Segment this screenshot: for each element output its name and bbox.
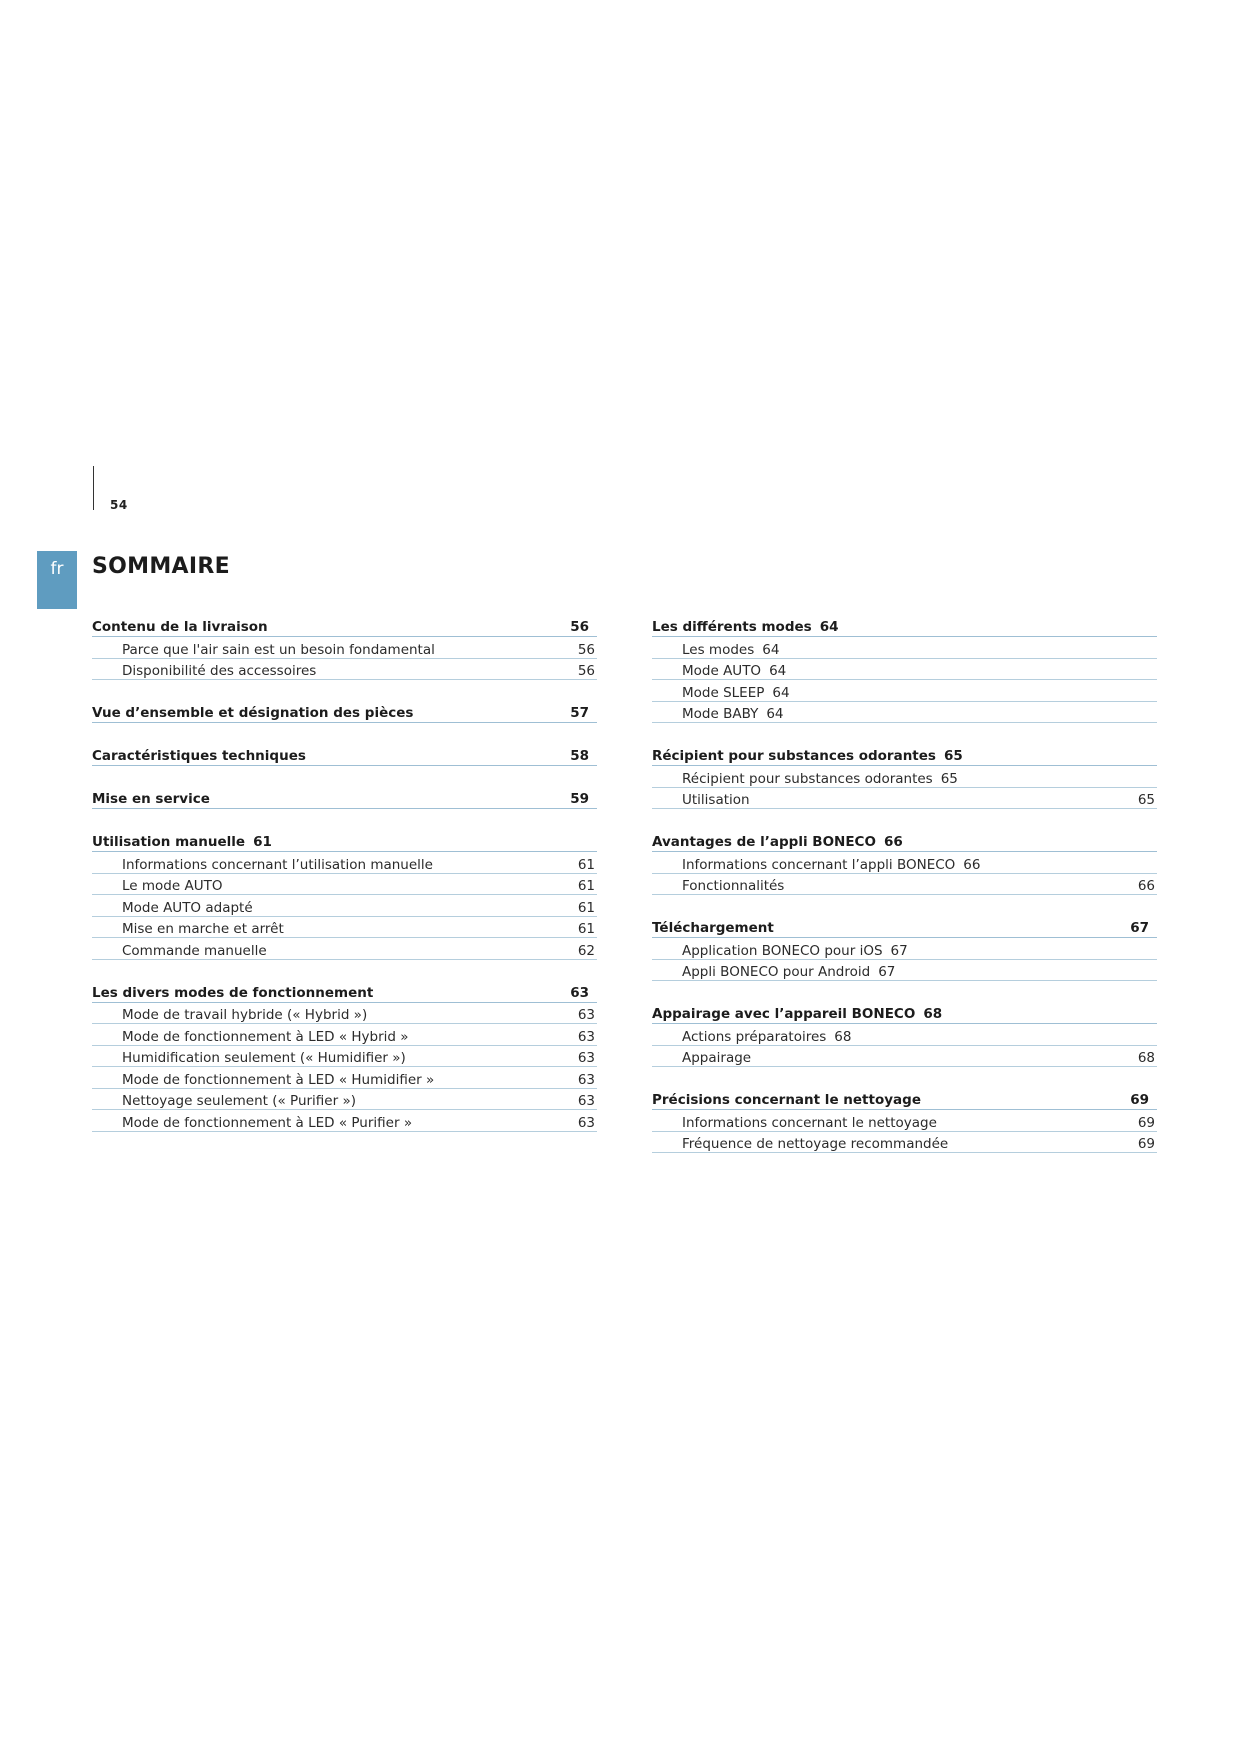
toc-entry-page: 67 [890,942,908,959]
toc-section-title: Téléchargement [652,920,774,936]
toc-section-page: 69 [1130,1092,1149,1108]
toc-entry-page: 66 [1137,878,1155,894]
toc-entry-label: Disponibilité des accessoires [122,663,317,679]
language-tab [37,551,77,609]
toc-section-title: Contenu de la livraison [92,619,268,635]
toc-entry-page: 65 [940,770,958,787]
toc-entry-label-group [122,900,253,916]
toc-entry-label: Utilisation [682,792,750,808]
toc-entry-page: 56 [577,641,595,658]
toc-section-heading[interactable] [652,915,1157,938]
toc-section-title: Les divers modes de fonctionnement [92,984,374,1001]
toc-entry-page: 67 [878,964,896,980]
toc-section-title-group [92,985,373,1001]
toc-entry-page: 64 [762,641,780,658]
toc-entry-page: 61 [577,856,595,873]
toc-section-heading[interactable] [652,829,1157,852]
toc-entry-label: Informations concernant l’appli BONECO [682,856,956,873]
toc-entry-label: Les modes [682,641,755,658]
toc-entry-label: Actions préparatoires [682,1028,827,1045]
toc-section-title-group [652,1092,921,1108]
toc-section [92,786,597,809]
toc-entry-page: 63 [577,1093,595,1109]
toc-entry-label: Informations concernant le nettoyage [682,1114,937,1131]
toc-entry-label: Commande manuelle [122,942,267,959]
toc-entry-page: 64 [766,706,784,722]
toc-section-heading[interactable] [652,1001,1157,1024]
toc-section-title: Les différents modes [652,619,812,635]
toc-entry[interactable] [92,1089,597,1111]
toc-entry[interactable] [652,788,1157,810]
toc-section-heading[interactable] [652,1087,1157,1110]
toc-entry[interactable] [652,852,1157,874]
toc-section-title-group [652,834,903,850]
toc-section-title-group [652,920,774,936]
toc-entry-label: Mode de fonctionnement à LED « Purifier » [122,1114,413,1131]
toc-section-page: 59 [570,791,589,807]
toc-entry[interactable] [652,766,1157,788]
toc-entry-label-group [122,878,222,894]
toc-entry-label-group [682,964,895,980]
toc-section-title-group [92,748,306,764]
toc-section-page: 65 [943,748,963,764]
toc-entry[interactable] [92,1024,597,1046]
toc-entry[interactable] [652,1024,1157,1046]
toc-entry-page: 69 [1137,1114,1155,1131]
toc-section-title: Appairage avec l’appareil BONECO [652,1006,916,1022]
toc-section-title-group [652,619,838,635]
toc-entry-label-group [682,771,958,787]
toc-section-title: Caractéristiques techniques [92,748,306,764]
toc-section-page: 58 [570,748,589,764]
toc-entry-label: Parce que l'air sain est un besoin fondamental [122,641,435,658]
toc-section-heading[interactable] [92,980,597,1003]
toc-section-heading[interactable] [92,786,597,809]
toc-entry[interactable] [92,1110,597,1132]
toc-entry-label: Fréquence de nettoyage recommandée [682,1136,949,1152]
toc-entry-label-group [122,1115,412,1131]
toc-entry-page: 63 [577,1028,595,1045]
toc-entry-label-group [122,1093,356,1109]
toc-entry-label: Mise en marche et arrêt [122,921,284,937]
toc-section-page: 57 [570,705,589,721]
toc-entry-label: Appairage [682,1050,752,1066]
toc-entry-label: Humidification seulement (« Humidifier ») [122,1050,406,1066]
toc-entry-page: 64 [769,663,787,679]
toc-entry-label-group [122,1072,434,1088]
toc-section-heading[interactable] [92,700,597,723]
toc-entry[interactable] [652,1110,1157,1132]
toc-entry-label: Application BONECO pour iOS [682,942,883,959]
toc-section-page: 67 [1130,920,1149,936]
toc-entry-label: Mode AUTO [682,663,762,679]
toc-entry[interactable] [652,938,1157,960]
toc-entry[interactable] [92,1046,597,1068]
toc-section-heading[interactable] [92,614,597,637]
toc-section-page: 63 [570,984,589,1001]
toc-entry-page: 63 [577,1007,595,1023]
toc-entry-label-group [122,857,433,873]
toc-entry-page: 61 [577,899,595,916]
toc-section-title-group [652,1006,942,1022]
toc-entry-page: 63 [577,1114,595,1131]
toc-section-page: 66 [883,834,903,850]
toc-section-title-group [92,791,210,807]
toc-entry[interactable] [92,637,597,659]
toc-entry-label: Mode de fonctionnement à LED « Hybrid » [122,1028,409,1045]
language-tab-label: fr [50,559,64,579]
toc-entry-page: 56 [577,663,595,679]
toc-entry-label-group [682,943,908,959]
toc-entry[interactable] [652,637,1157,659]
toc-section-title: Précisions concernant le nettoyage [652,1092,921,1108]
toc-entry-label-group [682,1136,948,1152]
toc-entry-label: Mode SLEEP [682,684,765,701]
toc-section [92,743,597,766]
toc-entry-label-group [682,706,784,722]
toc-section-heading[interactable] [92,743,597,766]
toc-entry-page: 63 [577,1050,595,1066]
toc-entry-label-group [682,663,786,679]
toc-entry-label-group [682,1029,851,1045]
toc-entry-label: Récipient pour substances odorantes [682,770,933,787]
toc-section [652,829,1157,895]
toc-entry-label-group [682,792,750,808]
toc-entry-page: 68 [1137,1050,1155,1066]
toc-section-heading[interactable] [652,614,1157,637]
toc-section-page: 61 [253,834,272,850]
toc-section [92,700,597,723]
toc-section-heading[interactable] [92,829,597,852]
toc-entry-label-group [122,663,316,679]
toc-entry-label: Mode AUTO adapté [122,899,253,916]
toc-section-title-group [92,705,413,721]
toc-entry[interactable] [652,702,1157,724]
toc-entry-label-group [682,1050,751,1066]
toc-entry[interactable] [92,659,597,681]
toc-section [652,614,1157,723]
toc-entry-label-group [682,1115,937,1131]
toc-section-page: 68 [923,1006,943,1022]
toc-section-title: Avantages de l’appli BONECO [652,834,876,850]
toc-entry[interactable] [92,895,597,917]
toc-entry-label: Mode de travail hybride (« Hybrid ») [122,1007,368,1023]
toc-section-title-group [92,834,272,850]
toc-entry[interactable] [92,1003,597,1025]
toc-entry-label-group [122,1007,367,1023]
toc-entry-label-group [682,685,790,701]
toc-section [652,1001,1157,1067]
toc-entry-label: Mode BABY [682,706,759,722]
toc-entry-label-group [122,1029,409,1045]
toc-entry-label-group [122,642,435,658]
page-number: 54 [110,498,128,512]
toc-entry[interactable] [92,874,597,896]
toc-entry-page: 63 [577,1071,595,1088]
toc-entry-label: Le mode AUTO [122,878,223,894]
toc-entry-page: 66 [963,856,981,873]
toc-entry-label-group [122,921,284,937]
toc-entry[interactable] [652,874,1157,896]
toc-entry[interactable] [652,680,1157,702]
toc-entry-label: Fonctionnalités [682,878,785,894]
toc-entry-label: Informations concernant l’utilisation manuelle [122,856,433,873]
page-number-rule [93,466,94,510]
toc-section [92,980,597,1132]
toc-entry[interactable] [92,917,597,939]
toc-entry[interactable] [652,659,1157,681]
toc-entry-page: 65 [1137,792,1155,808]
toc-entry[interactable] [92,938,597,960]
toc-section-page: 56 [570,619,589,635]
toc-section-title: Mise en service [92,791,210,807]
toc-section [652,915,1157,981]
toc-section [652,743,1157,809]
toc-entry-label-group [122,1050,406,1066]
toc-entry[interactable] [652,1132,1157,1154]
toc-entry[interactable] [652,1046,1157,1068]
toc-entry-page: 62 [577,942,595,959]
toc-entry[interactable] [92,852,597,874]
toc-section [92,614,597,680]
toc-entry[interactable] [652,960,1157,982]
toc-section-title: Vue d’ensemble et désignation des pièces [92,705,414,721]
toc-entry-label-group [682,642,779,658]
toc-entry-label: Mode de fonctionnement à LED « Humidifier » [122,1071,435,1088]
toc-entry-page: 61 [577,878,595,894]
toc-section-title-group [92,619,268,635]
toc-entry-page: 68 [834,1028,852,1045]
toc-right-column [652,614,1157,1173]
toc-section-page: 64 [819,619,839,635]
toc-section-title: Utilisation manuelle [92,834,246,850]
toc-section-title: Récipient pour substances odorantes [652,748,936,764]
toc-entry-label: Appli BONECO pour Android [682,964,871,980]
toc-entry-label: Nettoyage seulement (« Purifier ») [122,1093,356,1109]
toc-entry-label-group [122,943,267,959]
toc-entry-page: 61 [577,921,595,937]
toc-section-title-group [652,748,963,764]
toc-entry[interactable] [92,1067,597,1089]
toc-section [652,1087,1157,1153]
page-title: SOMMAIRE [92,554,230,579]
toc-entry-label-group [682,857,980,873]
toc-entry-label-group [682,878,784,894]
toc-section-heading[interactable] [652,743,1157,766]
toc-entry-page: 64 [772,684,790,701]
toc-left-column [92,614,597,1152]
toc-entry-page: 69 [1137,1136,1155,1152]
toc-section [92,829,597,960]
